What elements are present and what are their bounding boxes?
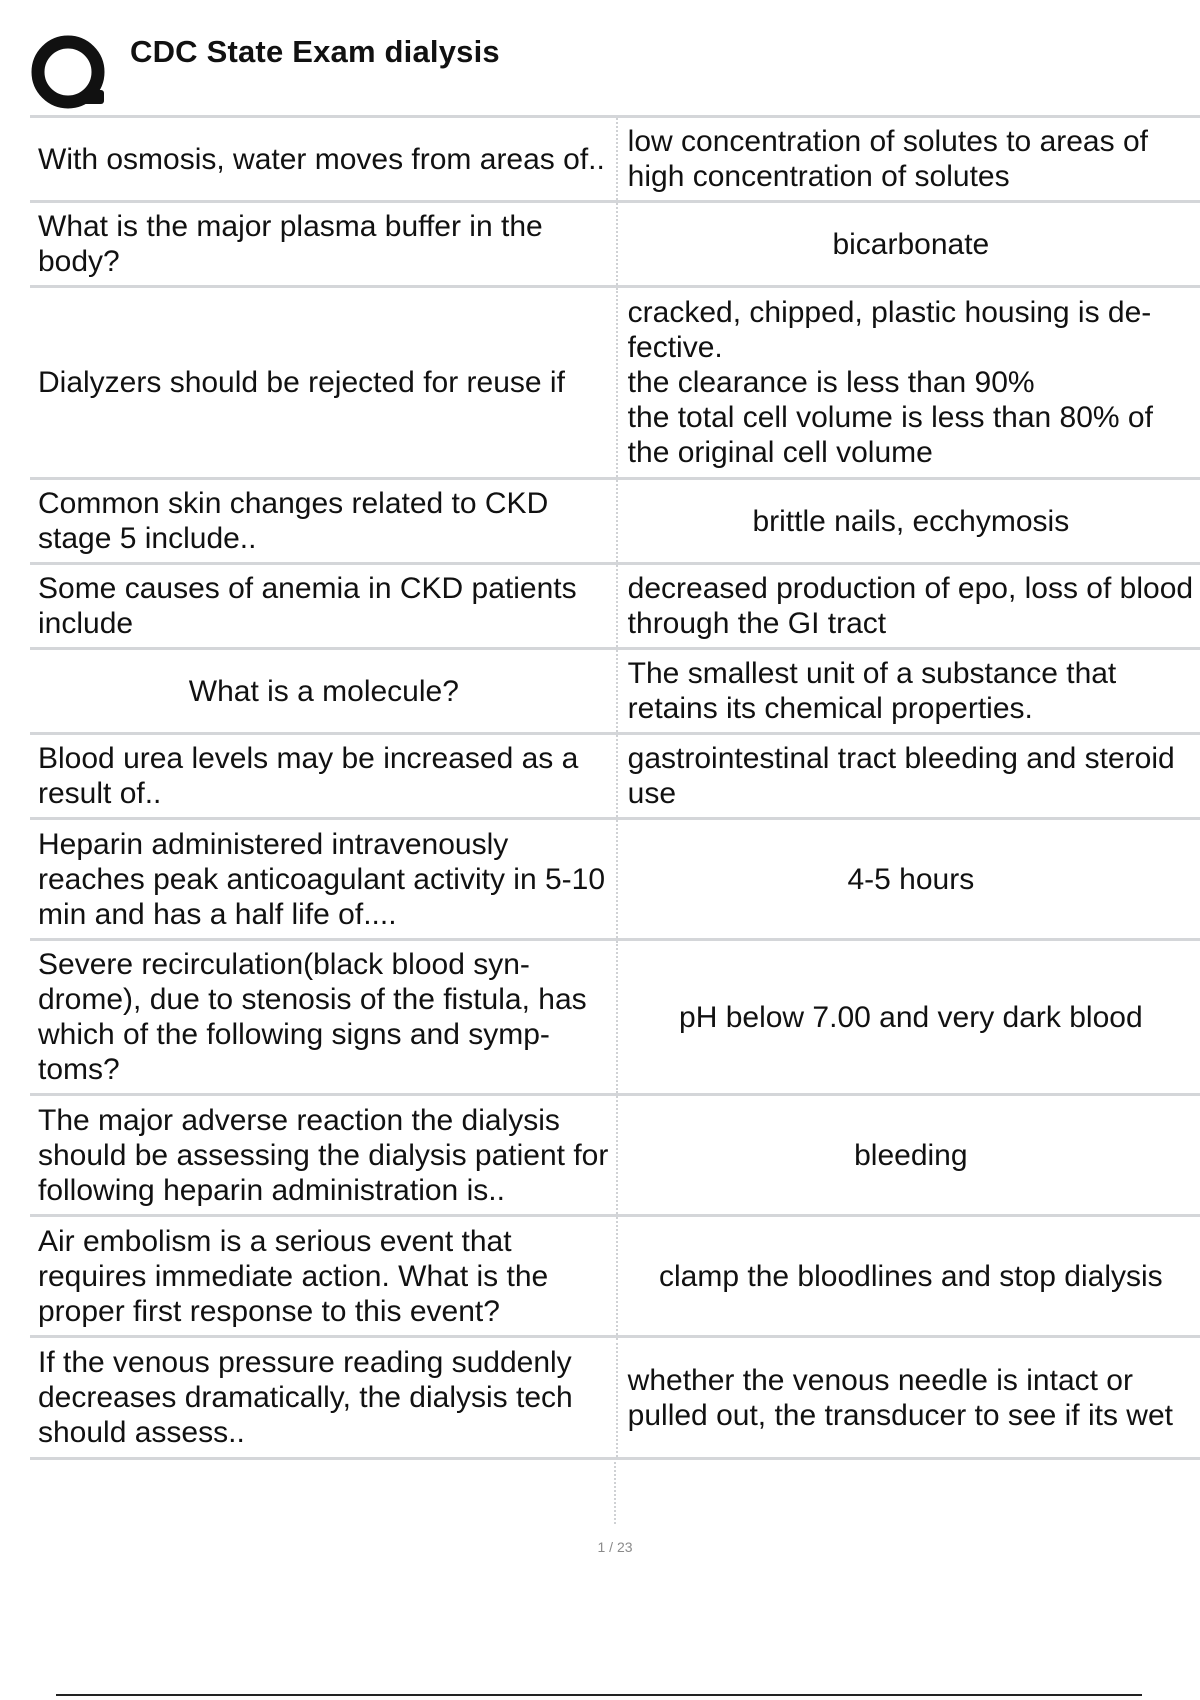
- footer-rule: [56, 1694, 1142, 1696]
- card-term: If the venous pressure reading suddenly decreases dramatically, the dialysis tech should assess..: [30, 1337, 617, 1459]
- card-row: [30, 287, 1200, 479]
- card-row: [30, 819, 1200, 940]
- card-definition: cracked, chipped, plastic housing is de- fective. the clearance is less than 90% the total cell volume is less than 80% of the original cell volume: [627, 296, 1153, 469]
- card-term: Some causes of anemia in CKD patients include: [30, 564, 617, 649]
- card-term: With osmosis, water moves from areas of..: [30, 117, 617, 202]
- quizlet-logo-icon: [30, 32, 112, 114]
- card-definition: 4-5 hours: [847, 862, 975, 896]
- card-term: Air embolism is a serious event that requires immediate action. What is the proper first response to this event?: [30, 1216, 617, 1337]
- card-definition: gastrointestinal tract bleeding and steroid use: [627, 742, 1175, 810]
- card-term: Heparin administered intravenously reaches peak anticoagulant activity in 5-10 min and has a half life of....: [30, 819, 617, 940]
- card-row: [30, 734, 1200, 819]
- card-row: [30, 564, 1200, 649]
- card-row: [30, 479, 1200, 564]
- column-divider: [614, 1462, 616, 1524]
- flashcard-table: [30, 115, 1200, 1460]
- card-definition: bleeding: [854, 1138, 968, 1172]
- card-term: Severe recirculation(black blood syn- drome), due to stenosis of the fistula, has which of the following signs and symp- toms?: [30, 940, 617, 1095]
- card-row: [30, 649, 1200, 734]
- card-row: [30, 1095, 1200, 1216]
- document-title: CDC State Exam dialysis: [130, 34, 500, 69]
- card-definition: whether the venous needle is intact or pulled out, the transducer to see if its wet: [627, 1363, 1173, 1432]
- page-indicator: 1 / 23: [597, 1539, 633, 1555]
- card-term: Common skin changes related to CKD stage 5 include..: [30, 479, 617, 564]
- card-row: [30, 117, 1200, 202]
- card-term: What is the major plasma buffer in the body?: [30, 202, 617, 287]
- card-row: [30, 1216, 1200, 1337]
- card-row: [30, 202, 1200, 287]
- card-term: Blood urea levels may be increased as a result of..: [30, 734, 617, 819]
- card-definition: decreased production of epo, loss of blood through the GI tract: [627, 572, 1194, 640]
- card-term: What is a molecule?: [30, 649, 617, 734]
- card-row: [30, 1337, 1200, 1459]
- card-definition: low concentration of solutes to areas of high concentration of solutes: [627, 125, 1148, 193]
- document-header: [30, 28, 1200, 110]
- card-definition: brittle nails, ecchymosis: [752, 504, 1070, 538]
- card-row: [30, 940, 1200, 1095]
- card-definition: pH below 7.00 and very dark blood: [679, 1000, 1143, 1034]
- card-definition: The smallest unit of a substance that retains its chemical properties.: [627, 657, 1117, 725]
- card-definition: bicarbonate: [832, 227, 990, 261]
- card-term: The major adverse reaction the dialysis should be assessing the dialysis patient for following heparin administration is..: [30, 1095, 617, 1216]
- card-definition: clamp the bloodlines and stop dialysis: [659, 1259, 1163, 1293]
- card-term: Dialyzers should be rejected for reuse if: [30, 287, 617, 479]
